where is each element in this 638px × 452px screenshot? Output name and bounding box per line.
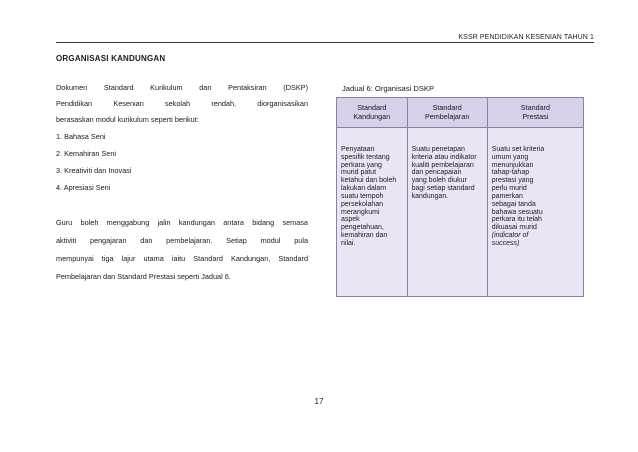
section-title: ORGANISASI KANDUNGAN [56, 54, 166, 63]
para2-line1: Guru boleh menggabung jalin kandungan antara bidang semasa [56, 218, 308, 227]
para2-line4: Pembelajaran dan Standard Prestasi seperti Jadual 6. [56, 272, 231, 281]
header-divider [56, 42, 594, 43]
running-header: KSSR PENDIDIKAN KESENIAN TAHUN 1 [458, 34, 594, 41]
cell-standard-prestasi: Suatu set kriteria umum yang menunjukkan tahap-tahap prestasi yang perlu murid pamerkan sebagai tanda bahawa sesuatu perkara itu telah dikuasai murid (indicator of success) [487, 128, 583, 297]
header-standard-pembelajaran: Standard Pembelajaran [407, 98, 487, 128]
table-caption: Jadual 6: Organisasi DSKP [342, 84, 435, 93]
cell-standard-kandungan: Penyataan spesifik tentang perkara yang murid patut ketahui dan boleh lakukan dalam suatu tempoh persekolahan merangkumi aspek pengetahuan, kemahiran dan nilai. [337, 128, 408, 297]
dskp-table [336, 97, 584, 297]
para1-line3: berasaskan modul kurikulum seperti berikut: [56, 115, 199, 124]
page-number: 17 [314, 397, 324, 406]
header-standard-prestasi: Standard Prestasi [487, 98, 583, 128]
list-item: 4. Apresiasi Seni [56, 183, 111, 192]
para1-line1: Dokumen Standard Kurikulum dan Pentaksiran (DSKP) [56, 83, 308, 92]
list-item: 2. Kemahiran Seni [56, 149, 117, 158]
para2-line3: mempunyai tiga lajur utama iaitu Standard Kandungan, Standard [56, 254, 308, 263]
header-standard-kandungan: Standard Kandungan [337, 98, 408, 128]
list-item: 1. Bahasa Seni [56, 132, 106, 141]
para1-line2: Pendidikan Kesenian sekolah rendah, diorganisasikan [56, 99, 308, 108]
cell-standard-pembelajaran: Suatu penetapan kriteria atau indikator kualiti pembelajaran dan pencapaian yang boleh diukur bagi setiap standard kandungan. [407, 128, 487, 297]
para2-line2: aktiviti pengajaran dan pembelajaran. Setiap modul pula [56, 236, 308, 245]
list-item: 3. Kreativiti dan Inovasi [56, 166, 132, 175]
body-text [56, 84, 308, 291]
